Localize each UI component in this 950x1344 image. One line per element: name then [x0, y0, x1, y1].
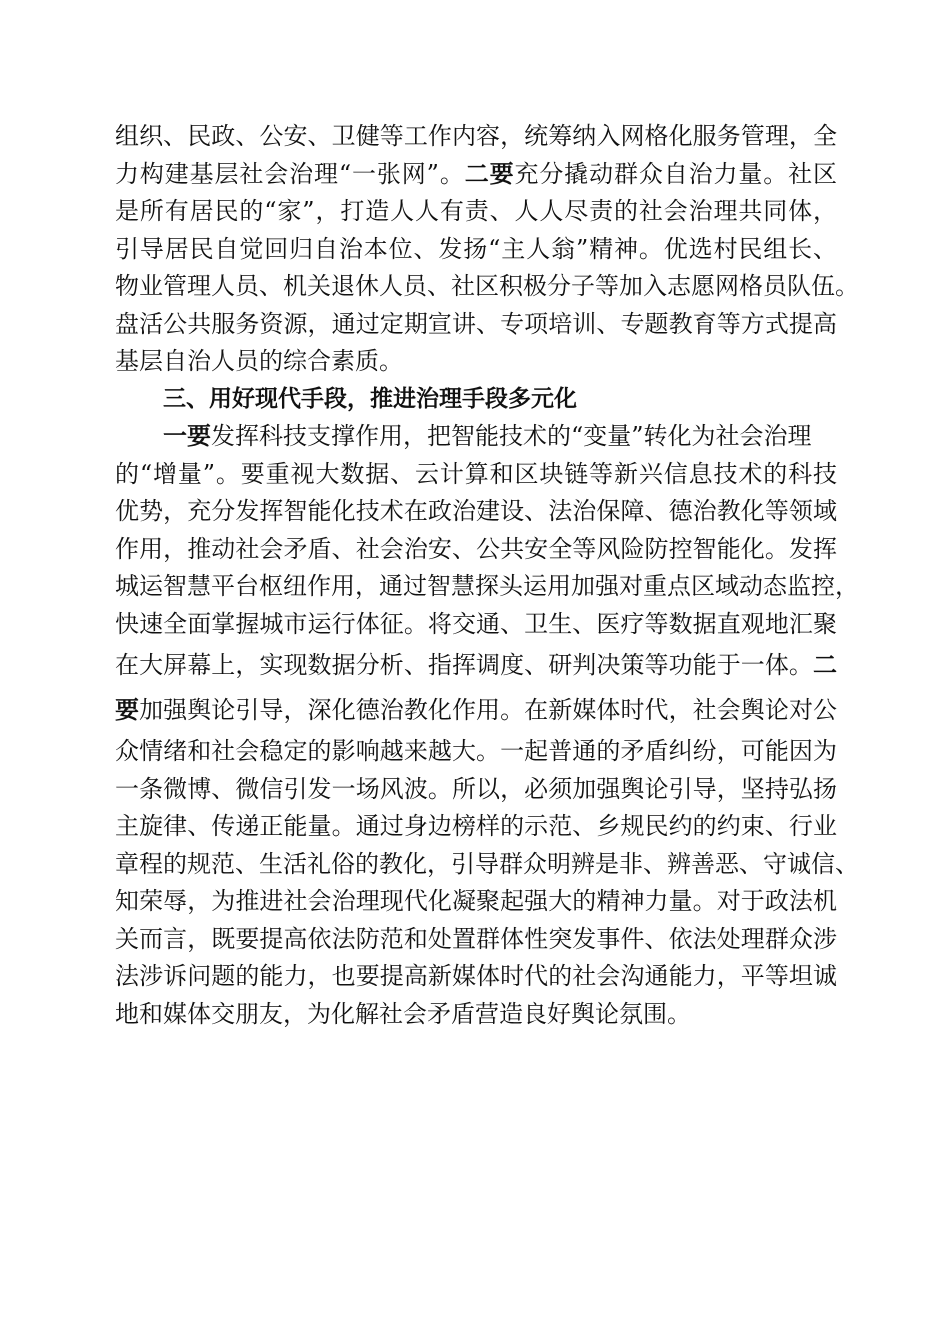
- bold-keyword: 二: [813, 651, 837, 679]
- text-line: 的“增量”。要重视大数据、云计算和区块链等新兴信息技术的科技: [115, 459, 837, 488]
- text-line: 一条微博、微信引发一场风波。所以，必须加强舆论引导，坚持弘扬: [115, 774, 837, 803]
- text-segment: 发挥科技支撑作用，把智能技术的“变量”转化为社会治理: [211, 422, 812, 450]
- text-line: [115, 688, 837, 733]
- bold-keyword: 要: [115, 696, 140, 724]
- text-line: 城运智慧平台枢纽作用，通过智慧探头运用加强对重点区域动态监控，: [115, 572, 859, 600]
- text-line: 法涉诉问题的能力，也要提高新媒体时代的社会沟通能力，平等坦诚: [115, 962, 837, 990]
- text-line: [115, 156, 837, 194]
- bold-keyword: 一要: [163, 422, 211, 450]
- text-segment: 充分撬动群众自治力量。社区: [514, 159, 838, 188]
- text-line: 盘活公共服务资源，通过定期宣讲、专项培训、专题教育等方式提高: [115, 309, 837, 338]
- text-segment: 在大屏幕上，实现数据分析、指挥调度、研判决策等功能于一体。: [115, 651, 813, 679]
- text-line: 知荣辱，为推进社会治理现代化凝聚起强大的精神力量。对于政法机: [115, 887, 837, 915]
- text-line: 主旋律、传递正能量。通过身边榜样的示范、乡规民约的约束、行业: [115, 812, 837, 840]
- text-line: [115, 418, 837, 456]
- text-line: 是所有居民的“家”，打造人人有责、人人尽责的社会治理共同体，: [115, 197, 837, 225]
- text-line: [115, 643, 837, 688]
- document-body: [115, 118, 859, 1033]
- text-line: 快速全面掌握城市运行体征。将交通、卫生、医疗等数据直观地汇聚: [115, 609, 837, 638]
- text-segment: 力构建基层社会治理“一张网”。: [115, 159, 465, 188]
- section-heading: 三、用好现代手段，推进治理手段多元化: [163, 385, 577, 412]
- text-line: 优势，充分发挥智能化技术在政治建设、法治保障、德治教化等领域: [115, 497, 837, 525]
- text-line: 引导居民自觉回归自治本位、发扬“主人翁”精神。优选村民组长、: [115, 234, 837, 263]
- text-line: 组织、民政、公安、卫健等工作内容，统筹纳入网格化服务管理，全: [115, 122, 837, 150]
- bold-keyword: 二要: [464, 159, 515, 188]
- text-line: 章程的规范、生活礼俗的教化，引导群众明辨是非、辨善恶、守诚信、: [115, 849, 859, 878]
- text-line: 众情绪和社会稳定的影响越来越大。一起普通的矛盾纠纷，可能因为: [115, 737, 837, 765]
- text-line: 基层自治人员的综合素质。: [115, 347, 403, 375]
- text-line: 地和媒体交朋友，为化解社会矛盾营造良好舆论氛围。: [115, 999, 691, 1028]
- text-line: 作用，推动社会矛盾、社会治安、公共安全等风险防控智能化。发挥: [115, 534, 837, 563]
- text-line: 关而言，既要提高依法防范和处置群体性突发事件、依法处理群众涉: [115, 924, 837, 953]
- text-segment: 加强舆论引导，深化德治教化作用。在新媒体时代，社会舆论对公: [139, 696, 838, 724]
- text-line: 物业管理人员、机关退休人员、社区积极分子等加入志愿网格员队伍。: [115, 272, 859, 300]
